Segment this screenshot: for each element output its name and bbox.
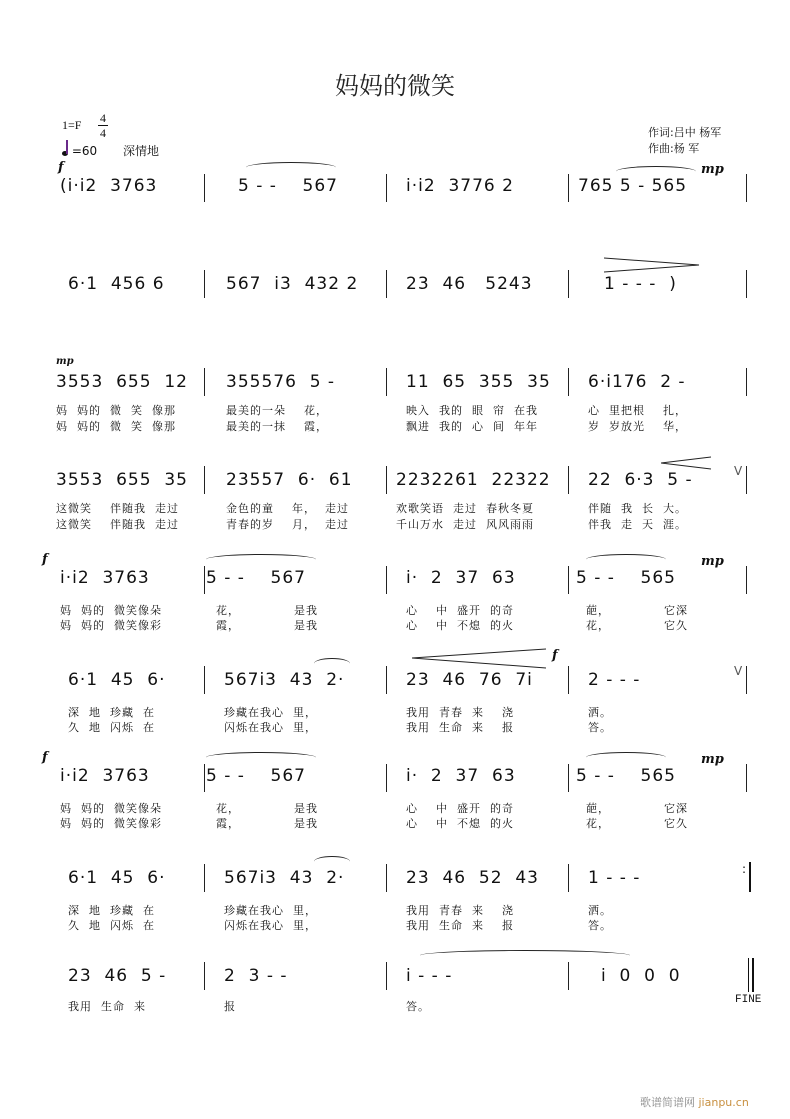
score-row-5 — [42, 552, 746, 632]
barline — [204, 566, 205, 594]
measure: (i·i2 3763 — [60, 176, 158, 196]
barline — [568, 764, 569, 792]
measure: 3553 655 12 — [56, 372, 188, 392]
measure: i - - - — [406, 966, 453, 986]
fine-marking: FINE — [735, 994, 762, 1006]
barline — [386, 270, 387, 298]
measure: 22 6·3 5 - — [588, 470, 693, 490]
dynamic-f: f — [42, 750, 48, 765]
lyric-verse-2: 久 地 闪烁 在 — [68, 721, 155, 734]
measure: 765 5 - 565 — [578, 176, 688, 196]
barline — [204, 174, 205, 202]
measure: 23 46 5 - — [68, 966, 167, 986]
score-row-6 — [56, 648, 746, 734]
barline — [386, 368, 387, 396]
measure: 1 - - - — [588, 868, 641, 888]
lyric-verse-2: 久 地 闪烁 在 — [68, 919, 155, 932]
tie — [420, 950, 630, 961]
lyric-verse-1: 映入 我的 眼 帘 在我 — [406, 404, 538, 417]
lyric-verse-2: 花， 它久 — [586, 619, 688, 632]
watermark-site-name: 歌谱简谱网 — [640, 1096, 695, 1109]
dynamic-mp: mp — [701, 554, 724, 569]
measure: 23 46 52 43 — [406, 868, 539, 888]
lyric-verse-2: 霞， 是我 — [216, 817, 318, 830]
lyric-verse-2: 妈 妈的 微笑像彩 — [60, 619, 162, 632]
lyric-verse-1: 金色的童 年， 走过 — [226, 502, 349, 515]
barline — [386, 764, 387, 792]
measure: 6·1 45 6· — [68, 868, 166, 888]
measure: i·i2 3776 2 — [406, 176, 514, 196]
lyric-verse-1: 珍藏在我心 里， — [224, 706, 317, 719]
measure: 2 3 - - — [224, 966, 288, 986]
tempo-value: =60 — [71, 144, 98, 158]
measure: 6·i176 2 - — [588, 372, 686, 392]
lyric-verse-2: 心 中 不熄 的火 — [406, 619, 514, 632]
lyric-verse-2: 妈 妈的 微笑像彩 — [60, 817, 162, 830]
barline — [386, 864, 387, 892]
lyric-verse-1: 心 里把根 扎， — [588, 404, 687, 417]
repeat-dots: : — [742, 862, 747, 876]
measure: 5 - - 565 — [576, 568, 676, 588]
decrescendo-hairpin — [604, 256, 704, 274]
breath-mark: V — [734, 464, 743, 478]
score-row-8 — [56, 856, 746, 936]
key-signature: 1=F — [62, 118, 82, 132]
lyric-verse-2: 我用 生命 来 报 — [406, 721, 514, 734]
barline — [204, 962, 205, 990]
lyric-verse-2: 岁 岁放光 华， — [588, 420, 687, 433]
lyric-verse-2: 伴我 走 天 涯。 — [588, 518, 687, 531]
measure: 23 46 76 7i — [406, 670, 533, 690]
lyric-verse-2: 花， 它久 — [586, 817, 688, 830]
lyric-verse-1: 最美的一朵 花， — [226, 404, 328, 417]
barline — [746, 270, 747, 298]
lyric-verse-2: 闪烁在我心 里， — [224, 919, 317, 932]
measure: 5 - - 567 — [206, 568, 306, 588]
measure: 6·1 456 6 — [68, 274, 165, 294]
lyric-verse-2: 答。 — [588, 919, 612, 932]
barline — [204, 764, 205, 792]
lyric-verse-1: 深 地 珍藏 在 — [68, 706, 155, 719]
barline — [386, 466, 387, 494]
lyric-verse-2: 最美的一抹 霞， — [226, 420, 328, 433]
barline — [568, 174, 569, 202]
lyric-verse-1: 花， 是我 — [216, 604, 318, 617]
lyric-verse-1: 花， 是我 — [216, 802, 318, 815]
dynamic-f: f — [552, 648, 558, 663]
lyric-verse-1: 我用 生命 来 — [68, 1000, 146, 1013]
measure: 6·1 45 6· — [68, 670, 166, 690]
lyric-verse-1: 心 中 盛开 的奇 — [406, 604, 514, 617]
barline — [568, 864, 569, 892]
watermark — [640, 1094, 749, 1110]
lyric-verse-2: 妈 妈的 微 笑 像那 — [56, 420, 176, 433]
barline — [386, 666, 387, 694]
lyric-verse-1: 我用 青春 来 浇 — [406, 706, 514, 719]
barline — [746, 466, 747, 494]
score-row-1 — [56, 160, 746, 200]
lyric-verse-1: 报 — [224, 1000, 236, 1013]
expression-marking: 深情地 — [122, 144, 159, 158]
lyric-verse-2: 青春的岁 月， 走过 — [226, 518, 349, 531]
measure: 1 - - - ) — [604, 274, 677, 294]
barline — [568, 466, 569, 494]
crescendo-hairpin — [661, 456, 713, 470]
dynamic-mp: mp — [701, 752, 724, 767]
lyric-verse-1: 妈 妈的 微笑像朵 — [60, 802, 162, 815]
tie — [586, 752, 666, 763]
measure: 567i3 43 2· — [224, 670, 345, 690]
composer: 作曲:杨 军 — [648, 142, 700, 155]
barline — [568, 962, 569, 990]
barline — [568, 270, 569, 298]
measure: 11 65 355 35 — [406, 372, 551, 392]
time-sig-top: 4 — [100, 111, 106, 125]
final-barline-thin — [748, 958, 749, 992]
time-signature — [98, 112, 108, 139]
watermark-url: jianpu.cn — [698, 1096, 749, 1109]
barline — [568, 666, 569, 694]
measure: 567i3 43 2· — [224, 868, 345, 888]
barline — [568, 368, 569, 396]
slur — [314, 658, 350, 669]
lyric-verse-2: 心 中 不熄 的火 — [406, 817, 514, 830]
lyric-verse-1: 欢歌笑语 走过 春秋冬夏 — [396, 502, 534, 515]
measure: 567 i3 432 2 — [226, 274, 359, 294]
measure: i· 2 37 63 — [406, 766, 516, 786]
lyric-verse-1: 伴随 我 长 大。 — [588, 502, 687, 515]
repeat-end-barline — [749, 862, 751, 892]
lyric-verse-2: 千山万水 走过 风风雨雨 — [396, 518, 534, 531]
measure: 5 - - 567 — [238, 176, 338, 196]
measure: 5 - - 567 — [206, 766, 306, 786]
barline — [746, 368, 747, 396]
score-row-4 — [56, 458, 746, 531]
score-row-7 — [42, 750, 746, 830]
barline — [568, 566, 569, 594]
crescendo-hairpin — [412, 648, 548, 670]
tie — [246, 162, 336, 173]
measure: 2 - - - — [588, 670, 641, 690]
lyric-verse-1: 这微笑 伴随我 走过 — [56, 502, 179, 515]
lyric-verse-1: 妈 妈的 微 笑 像那 — [56, 404, 176, 417]
quarter-note-icon — [62, 151, 68, 156]
credits — [648, 125, 721, 157]
barline — [204, 368, 205, 396]
measure: i·i2 3763 — [60, 568, 150, 588]
measure: 2232261 22322 — [396, 470, 551, 490]
barline — [386, 566, 387, 594]
lyric-verse-1: 珍藏在我心 里， — [224, 904, 317, 917]
barline — [204, 270, 205, 298]
barline — [746, 666, 747, 694]
measure: i·i2 3763 — [60, 766, 150, 786]
barline — [386, 962, 387, 990]
lyric-verse-1: 答。 — [406, 1000, 430, 1013]
breath-mark: V — [734, 664, 743, 678]
lyric-verse-1: 我用 青春 来 浇 — [406, 904, 514, 917]
tie — [206, 752, 316, 763]
score-row-2 — [56, 262, 746, 302]
time-sig-bottom: 4 — [100, 126, 106, 140]
barline — [386, 174, 387, 202]
dynamic-f: f — [42, 552, 48, 567]
dynamic-mp: mp — [56, 356, 74, 367]
measure: 23 46 5243 — [406, 274, 533, 294]
dynamic-mp: mp — [701, 162, 724, 177]
score-row-3 — [56, 356, 746, 433]
measure: 355576 5 - — [226, 372, 336, 392]
score-row-9 — [56, 950, 746, 1020]
measure: 23557 6· 61 — [226, 470, 353, 490]
lyric-verse-1: 葩， 它深 — [586, 604, 688, 617]
song-title: 妈妈的微笑 — [335, 72, 455, 100]
lyric-verse-2: 我用 生命 来 报 — [406, 919, 514, 932]
measure: 3553 655 35 — [56, 470, 188, 490]
lyric-verse-2: 这微笑 伴随我 走过 — [56, 518, 179, 531]
tie — [206, 554, 316, 565]
tie — [586, 554, 666, 565]
lyric-verse-1: 洒。 — [588, 706, 612, 719]
slur — [314, 856, 350, 867]
barline — [746, 566, 747, 594]
measure: i· 2 37 63 — [406, 568, 516, 588]
tempo-marking — [62, 142, 159, 159]
dynamic-f: f — [58, 160, 64, 175]
lyric-verse-2: 答。 — [588, 721, 612, 734]
measure: i 0 0 0 — [601, 966, 681, 986]
barline — [204, 466, 205, 494]
lyric-verse-1: 妈 妈的 微笑像朵 — [60, 604, 162, 617]
barline — [746, 764, 747, 792]
lyricist: 作词:吕中 杨军 — [648, 126, 722, 139]
lyric-verse-2: 飘进 我的 心 间 年年 — [406, 420, 538, 433]
barline — [204, 666, 205, 694]
lyric-verse-1: 心 中 盛开 的奇 — [406, 802, 514, 815]
final-barline-thick — [752, 958, 754, 992]
barline — [204, 864, 205, 892]
barline — [746, 174, 747, 202]
measure: 5 - - 565 — [576, 766, 676, 786]
lyric-verse-1: 深 地 珍藏 在 — [68, 904, 155, 917]
lyric-verse-1: 葩， 它深 — [586, 802, 688, 815]
lyric-verse-1: 洒。 — [588, 904, 612, 917]
lyric-verse-2: 闪烁在我心 里， — [224, 721, 317, 734]
lyric-verse-2: 霞， 是我 — [216, 619, 318, 632]
